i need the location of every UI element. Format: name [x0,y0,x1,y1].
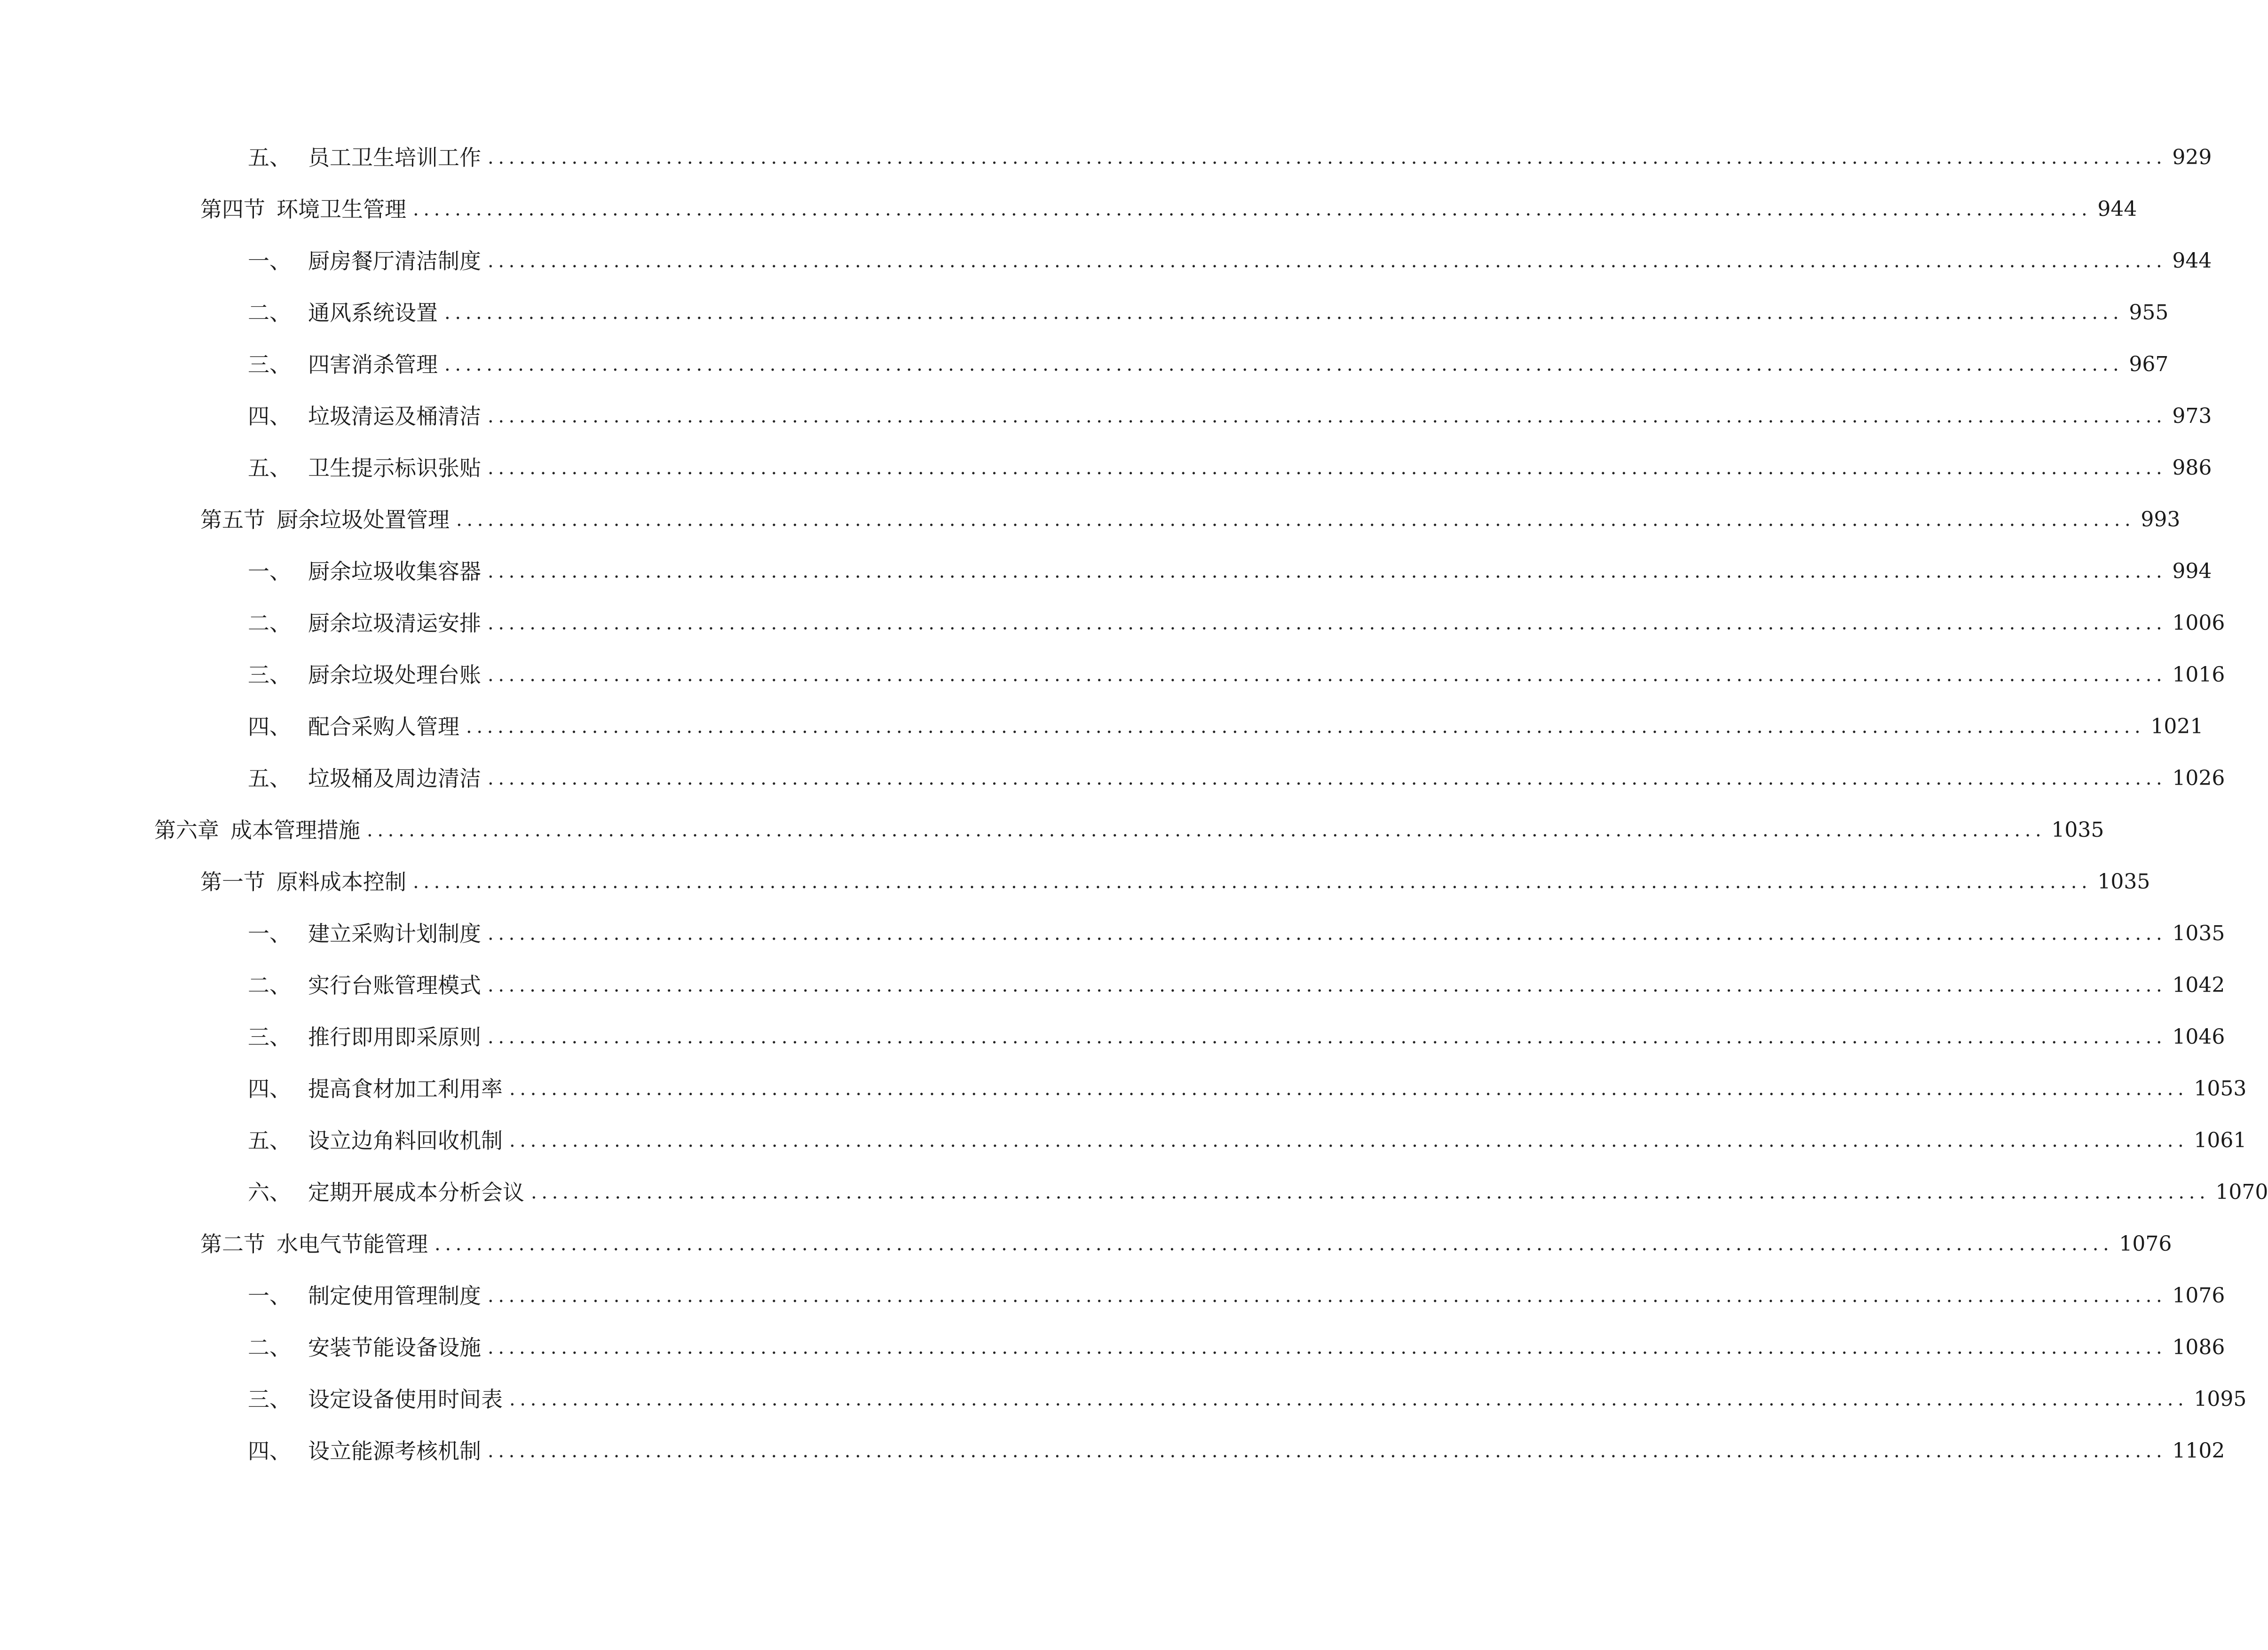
entry-title: 推行即用即采原则 [308,1024,481,1050]
entry-number: 二、 [248,973,291,998]
entry-number: 第二节 [200,1231,265,1257]
dot-leader: ................................................................................................................................................................ [444,354,2124,375]
toc-entry[interactable] [248,1122,2247,1159]
toc-entry[interactable] [248,449,2212,487]
dot-leader: ................................................................................................................................................................ [488,612,2167,634]
entry-title: 建立采购计划制度 [308,921,481,946]
toc-entry[interactable] [248,656,2225,694]
entry-number: 二、 [248,611,291,636]
entry-title: 卫生提示标识张贴 [308,455,481,481]
toc-entry[interactable] [248,1174,2268,1211]
entry-page-number: 955 [2129,301,2169,325]
entry-page-number: 1095 [2194,1387,2247,1411]
entry-page-number: 1035 [2097,870,2150,894]
entry-title: 厨余垃圾清运安排 [308,611,481,636]
entry-page-number: 1076 [2172,1284,2225,1308]
dot-leader: ................................................................................................................................................................ [488,457,2167,479]
toc-entry[interactable] [248,915,2225,952]
entry-number: 六、 [248,1180,291,1205]
entry-number: 三、 [248,662,291,688]
dot-leader: ................................................................................................................................................................ [413,871,2092,893]
entry-title: 厨余垃圾处理台账 [308,662,481,688]
entry-number: 四、 [248,714,291,739]
entry-page-number: 986 [2172,456,2212,480]
entry-number: 一、 [248,248,291,274]
entry-number: 一、 [248,559,291,584]
toc-entry[interactable] [200,1225,2172,1263]
dot-leader: ................................................................................................................................................................ [531,1182,2210,1203]
dot-leader: ................................................................................................................................................................ [509,1388,2189,1410]
entry-number: 四、 [248,1438,291,1464]
entry-title: 设立边角料回收机制 [308,1128,503,1153]
dot-leader: ................................................................................................................................................................ [488,923,2167,944]
dot-leader: ................................................................................................................................................................ [488,250,2167,272]
toc-entry[interactable] [248,760,2225,797]
entry-number: 第六章 [154,817,219,843]
entry-number: 第四节 [200,197,265,222]
entry-title: 设定设备使用时间表 [308,1387,503,1412]
entry-number: 三、 [248,1024,291,1050]
toc-entry[interactable] [248,967,2225,1004]
dot-leader: ................................................................................................................................................................ [435,1233,2114,1255]
toc-entry[interactable] [248,604,2225,642]
dot-leader: ................................................................................................................................................................ [444,302,2124,324]
dot-leader: ................................................................................................................................................................ [488,1440,2167,1462]
entry-title: 环境卫生管理 [277,197,406,222]
dot-leader: ................................................................................................................................................................ [488,1026,2167,1048]
entry-title: 垃圾桶及周边清洁 [308,766,481,791]
entry-title: 定期开展成本分析会议 [308,1180,524,1205]
entry-page-number: 1086 [2172,1335,2225,1359]
entry-page-number: 1026 [2172,766,2225,790]
entry-title: 配合采购人管理 [308,714,459,739]
toc-entry[interactable] [248,139,2212,176]
entry-page-number: 944 [2097,197,2137,221]
dot-leader: ................................................................................................................................................................ [456,509,2135,531]
entry-title: 提高食材加工利用率 [308,1076,503,1102]
entry-title: 制定使用管理制度 [308,1283,481,1309]
toc-entry[interactable] [248,1018,2225,1056]
toc-entry[interactable] [248,1070,2247,1108]
entry-page-number: 993 [2141,508,2181,531]
entry-number: 第五节 [200,507,265,532]
toc-entry[interactable] [200,190,2137,228]
entry-page-number: 1053 [2194,1077,2247,1101]
entry-page-number: 994 [2172,559,2212,583]
dot-leader: ................................................................................................................................................................ [488,975,2167,996]
entry-page-number: 1061 [2194,1128,2247,1152]
entry-title: 厨余垃圾处置管理 [277,507,450,532]
entry-title: 厨房餐厅清洁制度 [308,248,481,274]
toc-entry[interactable] [248,242,2212,280]
toc-entry[interactable] [248,1329,2225,1366]
dot-leader: ................................................................................................................................................................ [488,1337,2167,1358]
entry-number: 五、 [248,1128,291,1153]
toc-entry[interactable] [248,1432,2225,1470]
entry-title: 设立能源考核机制 [308,1438,481,1464]
toc-entry[interactable] [248,1380,2247,1418]
entry-number: 四、 [248,1076,291,1102]
entry-page-number: 1042 [2172,973,2225,997]
entry-title: 安装节能设备设施 [308,1335,481,1360]
entry-title: 通风系统设置 [308,300,438,325]
entry-number: 五、 [248,766,291,791]
entry-page-number: 1006 [2172,611,2225,635]
entry-page-number: 944 [2172,249,2212,273]
dot-leader: ................................................................................................................................................................ [367,819,2046,841]
toc-entry[interactable] [248,397,2212,435]
entry-page-number: 1016 [2172,663,2225,687]
dot-leader: ................................................................................................................................................................ [509,1130,2189,1151]
dot-leader: ................................................................................................................................................................ [466,716,2145,738]
dot-leader: ................................................................................................................................................................ [488,1285,2167,1307]
toc-entry[interactable] [248,553,2212,590]
toc-entry[interactable] [248,708,2204,746]
entry-title: 原料成本控制 [277,869,406,895]
entry-page-number: 1035 [2051,818,2104,842]
entry-number: 五、 [248,455,291,481]
entry-page-number: 929 [2172,145,2212,169]
entry-number: 四、 [248,404,291,429]
entry-page-number: 1070 [2215,1180,2268,1204]
entry-title: 厨余垃圾收集容器 [308,559,481,584]
entry-title: 水电气节能管理 [277,1231,428,1257]
dot-leader: ................................................................................................................................................................ [488,768,2167,789]
entry-number: 三、 [248,352,291,377]
entry-number: 一、 [248,921,291,946]
entry-number: 二、 [248,1335,291,1360]
entry-title: 垃圾清运及桶清洁 [308,404,481,429]
entry-page-number: 1035 [2172,921,2225,945]
entry-number: 一、 [248,1283,291,1309]
toc-entry[interactable] [154,811,2104,849]
toc-entry[interactable] [200,501,2181,539]
entry-title: 实行台账管理模式 [308,973,481,998]
toc-entry[interactable] [248,1277,2225,1315]
dot-leader: ................................................................................................................................................................ [413,198,2092,220]
toc-entry[interactable] [248,346,2169,383]
entry-number: 二、 [248,300,291,325]
entry-title: 员工卫生培训工作 [308,145,481,170]
entry-page-number: 1046 [2172,1025,2225,1049]
entry-page-number: 1021 [2150,714,2204,738]
toc-entry[interactable] [200,863,2150,901]
entry-title: 四害消杀管理 [308,352,438,377]
dot-leader: ................................................................................................................................................................ [488,664,2167,686]
dot-leader: ................................................................................................................................................................ [488,147,2167,168]
dot-leader: ................................................................................................................................................................ [488,561,2167,582]
entry-page-number: 973 [2172,404,2212,428]
dot-leader: ................................................................................................................................................................ [509,1078,2189,1100]
entry-number: 五、 [248,145,291,170]
entry-title: 成本管理措施 [230,817,360,843]
entry-page-number: 1076 [2119,1232,2172,1256]
dot-leader: ................................................................................................................................................................ [488,405,2167,427]
entry-number: 三、 [248,1387,291,1412]
entry-number: 第一节 [200,869,265,895]
entry-page-number: 1102 [2172,1439,2225,1463]
toc-entry[interactable] [248,294,2169,332]
entry-page-number: 967 [2129,352,2169,376]
